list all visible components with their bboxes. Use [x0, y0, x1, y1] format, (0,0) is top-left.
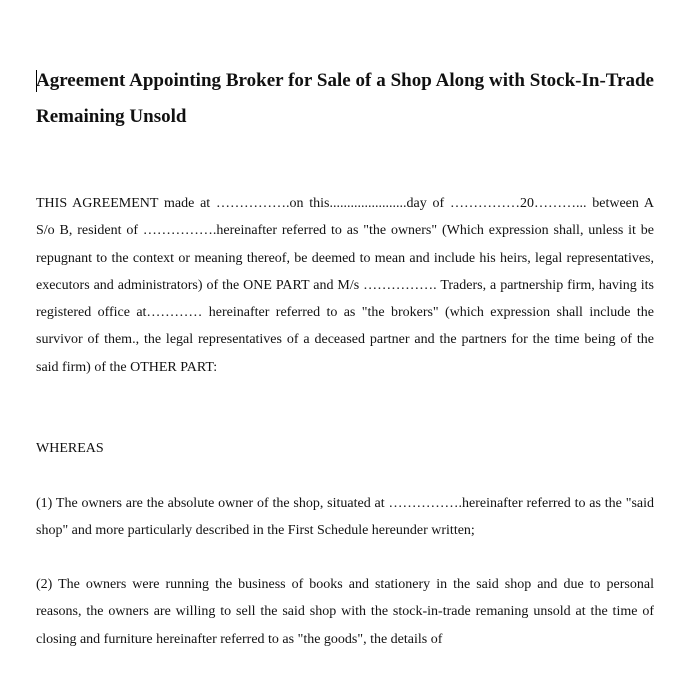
agreement-intro-paragraph: THIS AGREEMENT made at …………….on this......................day of ……………20………... between A S/o B, resident of …………….hereinafter referred to as "the owners" (Which expression shall, unless it be repugnant to the context or meaning thereof, be deemed to mean and include his heirs, legal representatives, executors and administrators) of the ONE PART and M/s ……………. Traders, a partnership firm, having its registered office at………… hereinafter referred to as "the brokers" (which expression shall include the survivor of them., the legal representatives of a deceased partner and the partners for the time being of the said firm) of the OTHER PART: — [36, 196, 654, 375]
recital-paragraph-1: (1) The owners are the absolute owner of the shop, situated at …………….hereinafter referred to as the "said shop" and more particularly described in the First Schedule hereunder written; — [36, 496, 654, 539]
document-title: Agreement Appointing Broker for Sale of a Shop Along with Stock-In-Trade Remaining Unsold — [36, 70, 654, 127]
document-page — [36, 0, 654, 700]
whereas-heading: WHEREAS — [36, 441, 104, 456]
recital-paragraph-2: (2) The owners were running the business of books and stationery in the said shop and due to personal reasons, the owners are willing to sell the said shop with the stock-in-trade remaning unsold at the time of closing and furniture hereinafter referred to as "the goods", the details of — [36, 577, 654, 647]
